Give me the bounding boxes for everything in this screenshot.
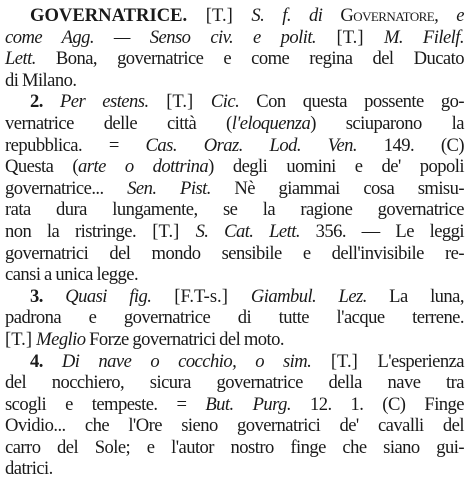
text-run: Questa ( <box>5 156 79 178</box>
text-run: [T.] <box>311 350 378 372</box>
text-run: 149. (C) <box>357 134 465 156</box>
text-run: 4. <box>30 350 43 372</box>
dictionary-entry-governatrice <box>5 5 464 480</box>
text-run: Meglio <box>36 328 86 350</box>
entry-line <box>5 351 464 373</box>
entry-line <box>5 156 464 178</box>
text-run: Giambul. Lez. <box>250 285 367 307</box>
text-run: vernatrice delle città ( <box>5 112 232 134</box>
text-run: governatrice... <box>5 177 128 199</box>
text-run: M. Filelf. <box>383 26 465 48</box>
entry-line <box>5 286 464 308</box>
text-run: ) degli uomini e de' popoli <box>208 156 465 178</box>
entry-line <box>5 372 464 394</box>
text-run: Governatore <box>340 5 435 26</box>
entry-line <box>5 243 464 265</box>
text-run: Lett. <box>5 48 36 70</box>
entry-line <box>5 91 464 113</box>
text-run: governatrici del mondo sensibile e dell'invisibile re- <box>5 242 464 264</box>
text-run: Ovidio... che l'Ore sieno governatrici de' cavalli del <box>5 415 464 437</box>
text-run: Sen. Pist. <box>127 177 211 199</box>
text-run: ) sciuparono la <box>310 112 464 134</box>
text-run: , e <box>434 5 464 26</box>
text-run: [F.T-s.] <box>151 285 251 307</box>
text-run: 2. <box>30 91 43 113</box>
text-run: padrona e governatrice di tutte l'acque terrene. <box>5 307 464 329</box>
entry-line <box>5 264 464 286</box>
text-run: Cas. Oraz. Lod. Ven. <box>145 134 358 156</box>
text-run: [T.] <box>5 328 37 350</box>
text-run: La luna, <box>366 285 464 307</box>
entry-line <box>5 70 464 92</box>
text-run: Per estens. <box>42 91 149 113</box>
text-run: Cic. <box>210 91 240 113</box>
text-run: [T.] <box>316 26 384 48</box>
entry-line <box>5 329 464 351</box>
entry-line <box>5 221 464 243</box>
text-run: [T.] <box>187 5 252 26</box>
entry-line <box>5 458 464 480</box>
text-run: S. f. di <box>251 5 341 26</box>
text-run: Con questa possente go- <box>239 91 464 113</box>
text-run: rata dura lungamente, se la ragione governatrice <box>5 199 464 221</box>
entry-line <box>5 5 464 27</box>
entry-line <box>5 437 464 459</box>
text-run: non la ristringe. <box>5 220 137 242</box>
entry-line <box>5 135 464 157</box>
text-run: Nè giammai cosa smisu- <box>210 177 465 199</box>
text-run: S. Cat. Lett. <box>195 220 300 242</box>
entry-line <box>5 415 464 437</box>
entry-line <box>5 113 464 135</box>
text-run: [T.] <box>148 91 211 113</box>
text-run: But. Purg. <box>205 393 291 415</box>
text-run: cansi a unica legge. <box>5 264 139 286</box>
text-run: repubblica. = <box>5 134 146 156</box>
text-run: [T.] <box>136 220 196 242</box>
entry-line <box>5 199 464 221</box>
text-run: Di nave o cocchio, o sim. <box>42 350 312 372</box>
text-run: 3. <box>30 285 43 307</box>
text-run: scogli e tempeste. = <box>5 393 206 415</box>
text-run: 12. 1. (C) Finge <box>291 393 465 415</box>
headword: GOVERNATRICE. <box>30 5 188 26</box>
text-run: come Agg. — Senso civ. e polit. <box>5 26 317 48</box>
text-run: di Milano. <box>5 69 77 91</box>
text-run: Forze governatrici del moto. <box>85 328 284 350</box>
text-run: L'esperienza <box>377 350 464 372</box>
text-run: Quasi fig. <box>42 285 152 307</box>
text-run: del nocchiero, sicura governatrice della nave tra <box>5 372 464 394</box>
entry-line <box>5 178 464 200</box>
text-run: carro del Sole; e l'autor nostro finge che siano gui- <box>5 436 464 458</box>
text-run: datrici. <box>5 458 53 480</box>
text-run: 356. — Le leggi <box>299 220 465 242</box>
entry-line <box>5 27 464 49</box>
entry-line <box>5 48 464 70</box>
text-run: arte o dottrina <box>78 156 209 178</box>
text-run: Bona, governatrice e come regina del Ducato <box>35 48 464 70</box>
text-run: l'eloquenza <box>231 112 311 134</box>
entry-line <box>5 394 464 416</box>
entry-line <box>5 307 464 329</box>
